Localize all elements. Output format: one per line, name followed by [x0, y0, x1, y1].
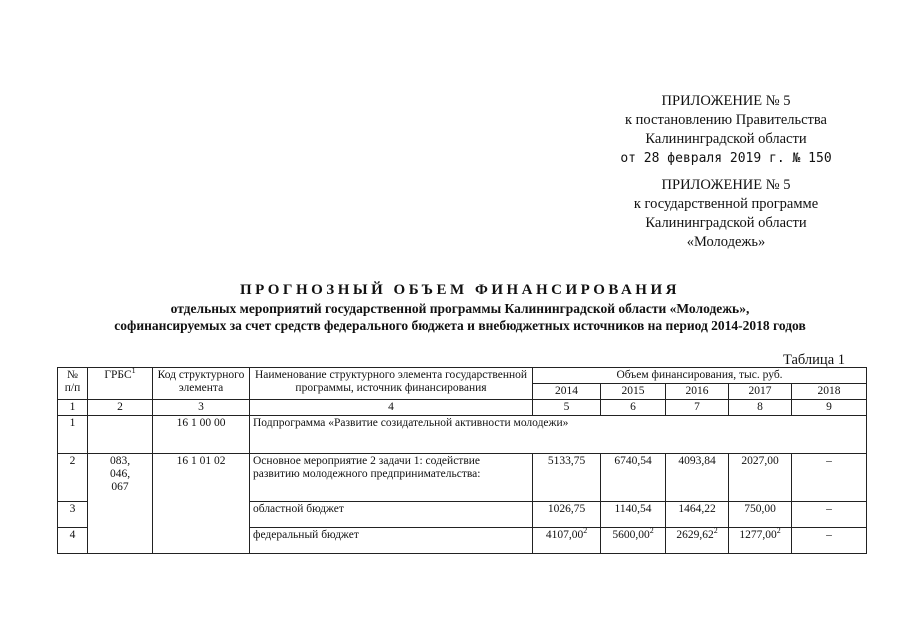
row-code: 16 1 01 02 — [153, 454, 250, 554]
value-footnote: 2 — [649, 526, 654, 536]
header-year: 2017 — [729, 384, 792, 400]
row-num: 3 — [58, 502, 88, 528]
heading-sub-1: отдельных мероприятий государственной программы Калининградской области «Молодежь», — [170, 301, 750, 316]
appendix-line: к постановлению Правительства — [625, 112, 827, 128]
appendix-line: к государственной программе — [633, 196, 819, 212]
appendix-date-line: от 28 февраля 2019 г. № 150 — [620, 151, 832, 166]
row-code: 16 1 00 00 — [153, 416, 250, 454]
column-number: 7 — [666, 400, 729, 416]
row-value: 2629,62$^2$ — [666, 528, 729, 554]
row-value: 5600,00$^2$ — [601, 528, 666, 554]
financing-table — [57, 367, 867, 554]
row-grbs — [88, 416, 153, 454]
row-name: Подпрограмма «Развитие созидательной активности молодежи» — [250, 416, 867, 454]
appendix-line: Калининградской области — [645, 131, 807, 147]
row-value: 1277,00$^2$ — [729, 528, 792, 554]
column-number: 1 — [58, 400, 88, 416]
row-value: – — [792, 454, 867, 502]
header-volume: Объем финансирования, тыс. руб. — [533, 368, 867, 384]
row-grbs: 083, 046, 067 — [88, 454, 153, 554]
row-name: Основное мероприятие 2 задачи 1: содействие развитию молодежного предпринимательства: — [250, 454, 533, 502]
header-year: 2018 — [792, 384, 867, 400]
heading-main: ПРОГНОЗНЫЙ ОБЪЕМ ФИНАНСИРОВАНИЯ — [240, 282, 680, 298]
row-name: областной бюджет — [250, 502, 533, 528]
header-grbs: ГРБС$^1$ — [88, 368, 153, 400]
row-num: 2 — [58, 454, 88, 502]
column-number-row — [58, 400, 867, 416]
row-name: федеральный бюджет — [250, 528, 533, 554]
value-footnote: 2 — [583, 526, 588, 536]
column-number: 3 — [153, 400, 250, 416]
table-label: Таблица 1 — [782, 352, 845, 368]
header-name: Наименование структурного элемента государственной программы, источник финансирования — [250, 368, 533, 400]
header-year: 2014 — [533, 384, 601, 400]
header-code: Код структурного элемента — [153, 368, 250, 400]
row-value: 6740,54 — [601, 454, 666, 502]
row-value: 1140,54 — [601, 502, 666, 528]
column-number: 6 — [601, 400, 666, 416]
header-year: 2016 — [666, 384, 729, 400]
appendix-block-program — [611, 176, 841, 252]
appendix-line: «Молодежь» — [686, 234, 766, 250]
grbs-footnote: 1 — [131, 366, 136, 376]
row-num: 1 — [58, 416, 88, 454]
value-footnote: 2 — [713, 526, 718, 536]
row-value: 750,00 — [729, 502, 792, 528]
heading-sub-2: софинансируемых за счет средств федерального бюджета и внебюджетных источников на период 2014-2018 годов — [114, 318, 806, 333]
row-value: 4107,00$^2$ — [533, 528, 601, 554]
appendix-block-resolution — [611, 92, 841, 168]
value-footnote: 2 — [776, 526, 781, 536]
appendix-line: Калининградской области — [645, 215, 807, 231]
row-value: 1464,22 — [666, 502, 729, 528]
document-heading — [60, 280, 860, 334]
column-number: 4 — [250, 400, 533, 416]
header-num: № п/п — [58, 368, 88, 400]
row-value: – — [792, 528, 867, 554]
row-value: 2027,00 — [729, 454, 792, 502]
row-value: 1026,75 — [533, 502, 601, 528]
row-value: 5133,75 — [533, 454, 601, 502]
table-row — [58, 454, 867, 502]
column-number: 5 — [533, 400, 601, 416]
row-num: 4 — [58, 528, 88, 554]
column-number: 9 — [792, 400, 867, 416]
row-value: – — [792, 502, 867, 528]
appendix-title: ПРИЛОЖЕНИЕ № 5 — [661, 177, 791, 193]
column-number: 2 — [88, 400, 153, 416]
appendix-title: ПРИЛОЖЕНИЕ № 5 — [661, 93, 791, 109]
table-row — [58, 416, 867, 454]
row-value: 4093,84 — [666, 454, 729, 502]
header-year: 2015 — [601, 384, 666, 400]
column-number: 8 — [729, 400, 792, 416]
